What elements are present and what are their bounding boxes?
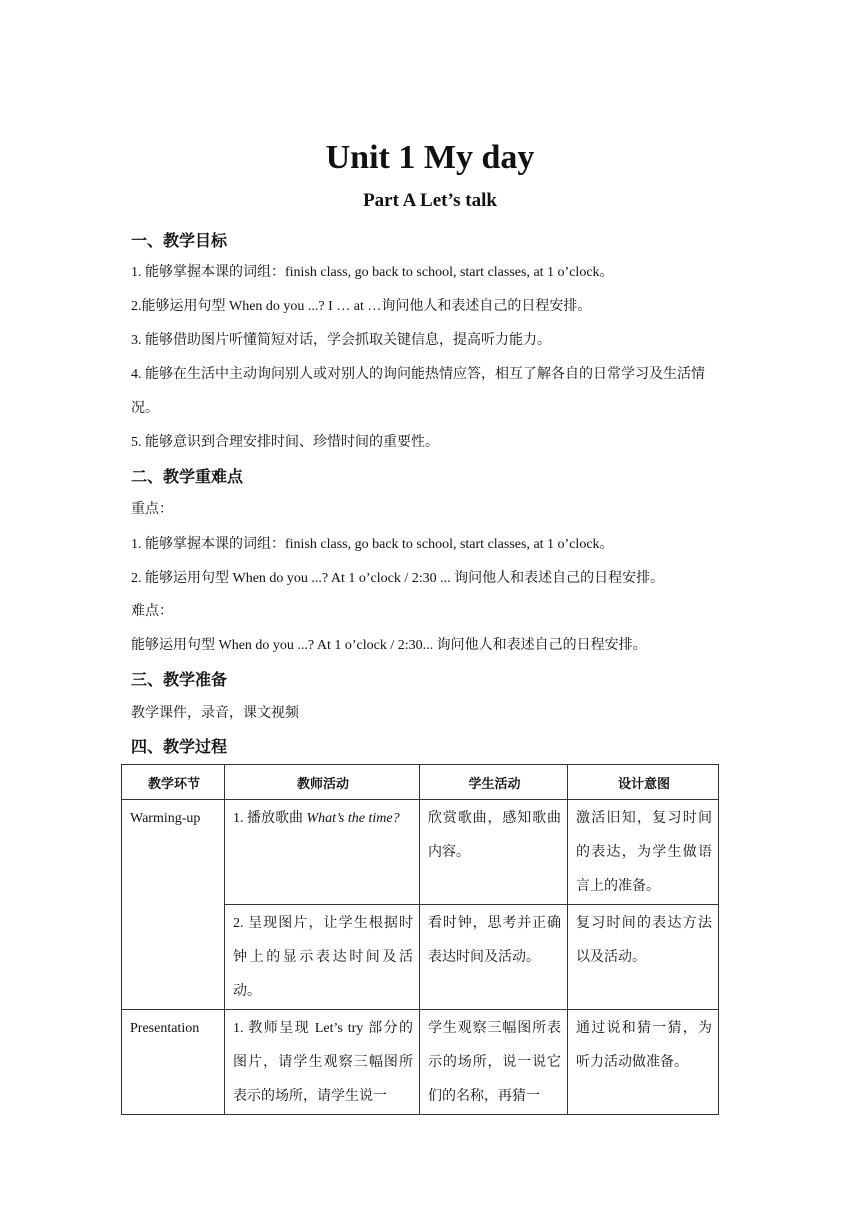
section-heading-objectives: 一、教学目标 [131, 231, 228, 250]
cell-teacher-activity: 1. 教师呈现 Let’s try 部分的图片，请学生观察三幅图所表示的场所，请学生说一 [225, 1010, 420, 1115]
cell-student-activity: 欣赏歌曲，感知歌曲内容。 [420, 800, 568, 905]
key-point-item-2: 2. 能够运用句型 When do you ...? At 1 o’clock / 2:30 ... 询问他人和表述自己的日程安排。 [131, 571, 665, 586]
cell-design-intent: 激活旧知，复习时间的表达，为学生做语言上的准备。 [568, 800, 719, 905]
section-heading-key-points: 二、教学重难点 [131, 467, 244, 486]
cell-stage-presentation: Presentation [122, 1010, 225, 1115]
header-teacher-activity: 教师活动 [225, 765, 420, 800]
section-heading-process: 四、教学过程 [131, 737, 228, 756]
table-header-row [122, 765, 719, 800]
preparation-text: 教学课件，录音，课文视频 [131, 706, 299, 721]
objective-item-3: 3. 能够借助图片听懂简短对话，学会抓取关键信息，提高听力能力。 [131, 333, 551, 348]
cell-teacher-activity [225, 800, 420, 905]
objective-item-4: 4. 能够在生活中主动询问别人或对别人的询问能热情应答，相互了解各自的日常学习及生活情况。 [131, 367, 705, 416]
cell-student-activity: 学生观察三幅图所表示的场所，说一说它们的名称，再猜一 [420, 1010, 568, 1115]
cell-student-activity: 看时钟，思考并正确表达时间及活动。 [420, 905, 568, 1010]
cell-stage-warming-up: Warming-up [122, 800, 225, 1010]
song-title: What’s the time? [306, 811, 400, 826]
cell-design-intent: 复习时间的表达方法以及活动。 [568, 905, 719, 1010]
cell-teacher-activity: 2. 呈现图片，让学生根据时钟上的显示表达时间及活动。 [225, 905, 420, 1010]
section-heading-preparation: 三、教学准备 [131, 670, 228, 689]
table-row [122, 800, 719, 905]
difficult-point-text: 能够运用句型 When do you ...? At 1 o’clock / 2:30... 询问他人和表述自己的日程安排。 [131, 638, 647, 653]
cell-design-intent: 通过说和猜一猜，为听力活动做准备。 [568, 1010, 719, 1115]
header-design-intent: 设计意图 [568, 765, 719, 800]
teacher-activity-text: 1. 播放歌曲 [233, 811, 307, 826]
difficult-points-label: 难点： [131, 604, 173, 619]
page-title: Unit 1 My day [325, 139, 535, 176]
teaching-process-table [121, 764, 719, 1115]
header-student-activity: 学生活动 [420, 765, 568, 800]
key-points-label: 重点： [131, 502, 173, 517]
key-point-item-1: 1. 能够掌握本课的词组：finish class, go back to school, start classes, at 1 o’clock。 [131, 537, 614, 552]
table-row [122, 1010, 719, 1115]
objective-item-5: 5. 能够意识到合理安排时间、珍惜时间的重要性。 [131, 435, 439, 450]
header-stage: 教学环节 [122, 765, 225, 800]
objective-item-2: 2.能够运用句型 When do you ...? I … at …询问他人和表述自己的日程安排。 [131, 299, 592, 314]
objective-item-1: 1. 能够掌握本课的词组：finish class, go back to school, start classes, at 1 o’clock。 [131, 265, 614, 280]
page-subtitle: Part A Let’s talk [363, 190, 497, 211]
